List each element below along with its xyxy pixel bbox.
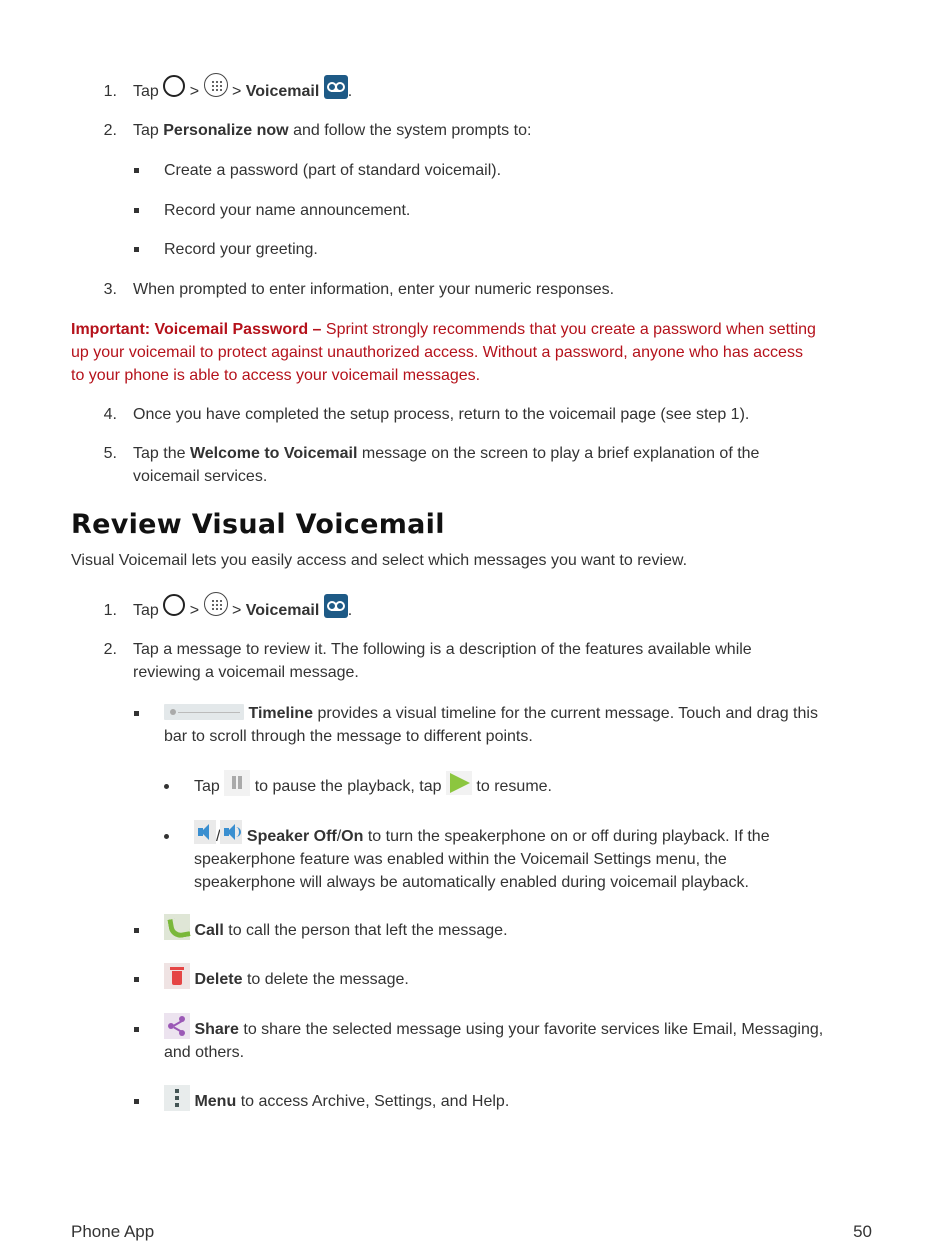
voicemail-icon xyxy=(324,75,348,99)
step-text: Tap xyxy=(133,83,159,100)
step-number: 2. xyxy=(103,641,117,658)
feature-label: Share xyxy=(194,1021,239,1038)
voicemail-label: Voicemail xyxy=(245,602,320,619)
feature-share xyxy=(164,1018,823,1041)
feature-text: to call the person that left the message. xyxy=(228,922,508,939)
voicemail-icon xyxy=(324,594,348,618)
feature-label: Timeline xyxy=(248,705,314,722)
step-number: 5. xyxy=(103,445,117,462)
step-text: Tap the xyxy=(133,445,186,462)
feature-text: provides a visual timeline for the current message. Touch and drag this xyxy=(317,705,818,722)
step-3-text: When prompted to enter information, enter your numeric responses. xyxy=(133,281,615,298)
separator: > xyxy=(231,602,242,619)
bullet-marker xyxy=(134,1027,139,1032)
speaker-off-icon xyxy=(194,820,216,844)
step-text: Tap xyxy=(133,602,159,619)
bullet-marker xyxy=(134,247,139,252)
feature-text: bar to scroll through the message to different points. xyxy=(164,728,533,745)
step-number: 2. xyxy=(103,122,117,139)
timeline-bar-icon xyxy=(164,704,244,720)
welcome-to-voicemail-label: Welcome to Voicemail xyxy=(189,445,358,462)
bullet-marker xyxy=(134,977,139,982)
bullet-marker xyxy=(134,168,139,173)
feature-label: Speaker Off xyxy=(246,828,337,845)
feature-label: Menu xyxy=(194,1093,237,1110)
step-text: reviewing a voicemail message. xyxy=(133,664,359,681)
review-step-1 xyxy=(133,599,352,622)
play-icon xyxy=(446,771,472,795)
separator: / xyxy=(336,828,342,845)
bullet-marker xyxy=(134,208,139,213)
step-text: voicemail services. xyxy=(133,468,268,485)
feature-pause-play xyxy=(194,775,552,798)
feature-text: to access Archive, Settings, and Help. xyxy=(240,1093,510,1110)
bullet-item: Create a password (part of standard voicemail). xyxy=(164,162,502,179)
feature-text: and others. xyxy=(164,1044,245,1061)
step-4-text: Once you have completed the setup process, return to the voicemail page (see step 1). xyxy=(133,406,750,423)
pause-icon xyxy=(224,770,250,796)
sub-bullet-marker xyxy=(164,784,169,789)
separator: > xyxy=(189,602,200,619)
step-number: 1. xyxy=(103,83,117,100)
step-text: Tap xyxy=(133,122,159,139)
section-intro: Visual Voicemail lets you easily access and select which messages you want to review. xyxy=(71,552,688,569)
bullet-marker xyxy=(134,711,139,716)
bullet-marker xyxy=(134,1099,139,1104)
important-text: up your voicemail to protect against unauthorized access. Without a password, anyone who has access xyxy=(71,344,803,361)
feature-text: speakerphone feature was enabled within the Voicemail Settings menu, the xyxy=(194,851,727,868)
footer-section-name: Phone App xyxy=(71,1222,155,1241)
section-heading: Review Visual Voicemail xyxy=(71,509,445,540)
feature-text: to pause the playback, tap xyxy=(254,778,442,795)
feature-text: Tap xyxy=(194,778,220,795)
feature-text: to share the selected message using your favorite services like Email, Messaging, xyxy=(243,1021,824,1038)
step-number: 4. xyxy=(103,406,117,423)
home-circle-icon xyxy=(163,75,185,97)
important-text: to your phone is able to access your voicemail messages. xyxy=(71,367,481,384)
apps-grid-icon xyxy=(204,592,228,616)
feature-menu xyxy=(164,1090,509,1113)
home-circle-icon xyxy=(163,594,185,616)
feature-delete xyxy=(164,968,409,991)
feature-label: Call xyxy=(194,922,224,939)
feature-text: speakerphone will always be automatically enabled during voicemail playback. xyxy=(194,874,749,891)
feature-call xyxy=(164,919,508,942)
feature-text: to delete the message. xyxy=(246,971,409,988)
phone-icon xyxy=(164,914,190,940)
period: . xyxy=(347,602,353,619)
feature-timeline xyxy=(164,702,818,725)
separator: > xyxy=(189,83,200,100)
bullet-marker xyxy=(134,928,139,933)
feature-speaker xyxy=(194,825,770,848)
period: . xyxy=(347,83,353,100)
apps-grid-icon xyxy=(204,73,228,97)
separator: > xyxy=(231,83,242,100)
voicemail-label: Voicemail xyxy=(245,83,320,100)
personalize-now-label: Personalize now xyxy=(163,122,289,139)
step-number: 3. xyxy=(103,281,117,298)
step-number: 1. xyxy=(103,602,117,619)
step-2 xyxy=(133,119,531,142)
step-text: and follow the system prompts to: xyxy=(293,122,532,139)
overflow-menu-icon xyxy=(164,1085,190,1111)
trash-icon xyxy=(164,963,190,989)
step-5 xyxy=(133,442,759,465)
feature-label: On xyxy=(341,828,364,845)
speaker-on-icon xyxy=(220,820,242,844)
step-text: Tap a message to review it. The following is a description of the features available while xyxy=(133,641,752,658)
important-label: Important: Voicemail Password – xyxy=(71,321,322,338)
bullet-item: Record your greeting. xyxy=(164,241,318,258)
feature-text: to resume. xyxy=(476,778,552,795)
sub-bullet-marker xyxy=(164,834,169,839)
feature-label: Delete xyxy=(194,971,243,988)
separator: / xyxy=(216,828,221,845)
footer-page-number: 50 xyxy=(853,1222,872,1241)
share-icon xyxy=(164,1013,190,1039)
step-text: message on the screen to play a brief explanation of the xyxy=(361,445,760,462)
bullet-item: Record your name announcement. xyxy=(164,202,411,219)
important-text: Sprint strongly recommends that you create a password when setting xyxy=(325,321,816,338)
feature-text: to turn the speakerphone on or off during playback. If the xyxy=(367,828,770,845)
